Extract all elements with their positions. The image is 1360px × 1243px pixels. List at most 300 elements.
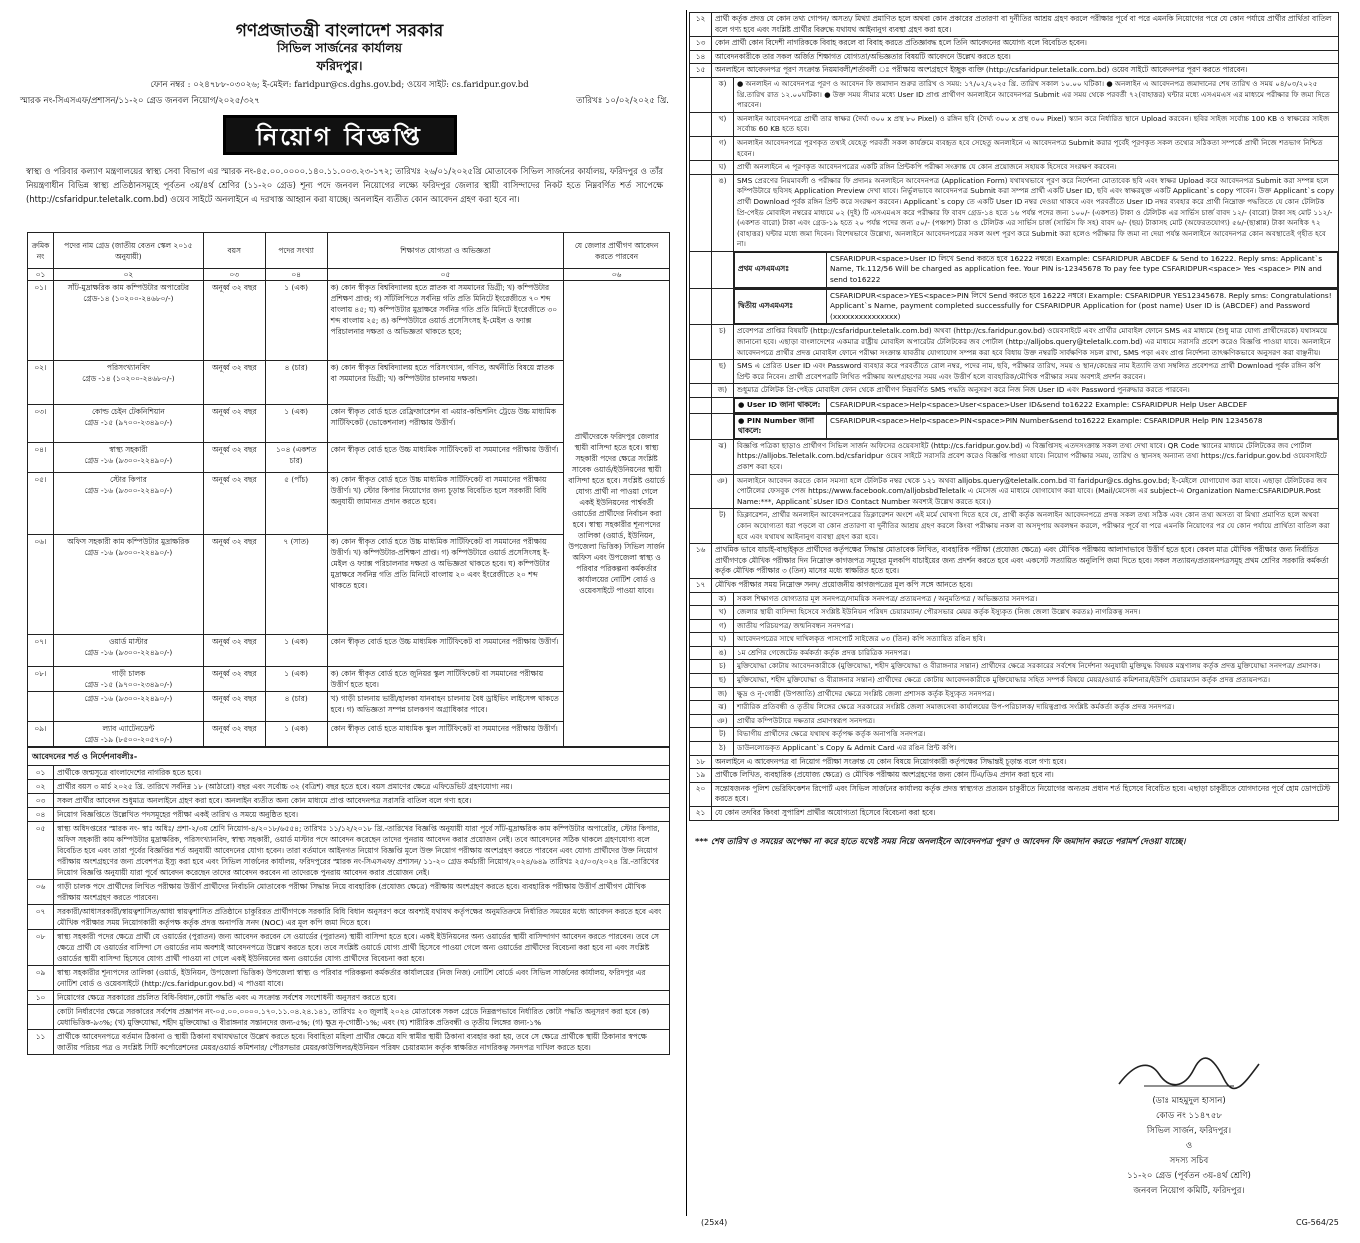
sub-indent [690, 701, 712, 715]
job-count: ১ (এক) [265, 405, 327, 443]
sub-indent [690, 251, 712, 288]
memo-date: তারিখঃ ১০/০২/২০২৫ খ্রি. [576, 96, 669, 106]
item-row [690, 64, 1339, 78]
sub-indent [690, 592, 712, 606]
column-number: ০১ [28, 269, 54, 281]
sub-item-text: সকল শিক্ষাগত যোগ্যতার মূল সনদপত্র/সাময়িক সনদপত্র/ প্রত্যয়নপত্র / অনুমতিপত্র / অভিজ্ঞতার সনদপত্র। [734, 592, 1339, 606]
job-post [53, 722, 203, 747]
sub-indent [690, 77, 712, 112]
sub-item-row [690, 619, 1339, 633]
column-number: ০৫ [327, 269, 564, 281]
sub-indent [690, 136, 712, 160]
sub-item-letter: ট) [712, 509, 734, 544]
job-grade: গ্রেড -১৬ (৯৩০০-২২৪৯০/-) [84, 548, 173, 557]
job-count: ৫ (পাঁচ) [265, 473, 327, 535]
sub-item-row [690, 136, 1339, 160]
job-post-name: অফিস সহকারী কাম কম্পিউটার মুদ্রাক্ষরিক [67, 537, 190, 546]
condition-text: স্বাস্থ্য অধিদপ্তরের স্মারক নং- স্বাঃ অধিঃ/ প্রশা-২/৩য় শ্রেণি নিয়োগ-৪/২০১৮/৬৫৫৪; তারিখঃ ১১/১২/২০১৮ খ্রি.-তারিখের বিজ্ঞপ্তি অনুযায়ী যারা পূর্বে সাঁট-মুদ্রাক্ষরিক কাম কম্পিউটার অপারেটর, স্টোর কিপার, অফিস সহকারী কাম কম্পিউটার মুদ্রাক্ষরিক, পরিসংখ্যানবিদ, স্বাস্থ্য সহকারী, ওয়ার্ড মাস্টার পদে আবেদন করেছেন তাদের পুনরায় আবেদন করার প্রয়োজন নেই। তবে আবেদনের সঠিক থাকলে গ্রহণযোগ্য বলে বিবেচিত হবে এবং তারা পূর্বের বিজ্ঞপ্তির শর্ত অনুযায়ী আবেদনের যোগ্য হবেন। তারা বর্তমানে আইনগত নিয়োগ বিজ্ঞপ্তি মূলে উক্ত নিয়োগ পরীক্ষায় অংশগ্রহণ করতে পারবেন এবং যোগ্য প্রার্থীদের উক্ত নিয়োগ পরীক্ষায় অংশগ্রহণের জন্য প্রবেশপত্র ইস্যু করা হবে এবং সিভিল সার্জনের কার্যালয়, ফরিদপুরের স্মারক নং-সিএসএফ/ প্রশাসন/ ১১-২০ গ্রেড কর্মচারী নিয়োগ/২০২৪/৬৪৯ তারিখঃ ২৫/০৩/২০২৪ খ্রি.-তারিখের নিয়োগ বিজ্ঞপ্তি অনুযায়ী যারা পূর্বে আবেদন করেছেন তাদের আবেদন করবেন না তাদেরকে পুনরায় আবেদন করার প্রয়োজন নেই। [54, 822, 670, 880]
sub-indent [690, 714, 712, 728]
sub-item-letter: ছ) [712, 674, 734, 688]
sub-item-row [690, 384, 1339, 398]
condition-text: কোটা নির্ধারণের ক্ষেত্রে সরকারের সর্বশেষ প্রজ্ঞাপন নং-০৫.০০.০০০০.১৭০.১১.০৪.২৪.১৪১, তারিখঃ ২৩ জুলাই ২০২৪ মোতাবেক সকল গ্রেডে নিম্নরূপভাবে নির্ধারিত কোটা পদ্ধতি অনুসরণ করা হবে (ক) মেধাভিত্তিক-৯৩%; (খ) মুক্তিযোদ্ধা, শহীদ মুক্তিযোদ্ধা ও বীরাঙ্গনার সন্তানদের জন্য-৫%; (গ) ক্ষুদ্র নৃ-গোষ্ঠী-১%; এবং (ঘ) শারীরিক প্রতিবন্ধী ও তৃতীয় লিঙ্গের জন্য-১% [54, 1005, 670, 1030]
sms-text: CSFARIDPUR<space>YES<space>PIN লিখে Send করতে হবে 16222 নম্বরে। Example: CSFARIDPUR YES12345678. Reply sms: Congratulations! Applicant`s Name, payment completed successfully for CSFARIDPUR Application for (post name) User ID is (ABCDEF) and Password (xxxxxxxxxxxxxxx) [827, 289, 1338, 324]
sms-text: CSFARIDPUR<space>User ID লিখে Send করতে হবে 16222 নম্বরে। Example: CSFARIDPUR ABCDEF & Send to 16222. Reply sms: Applicant`s Name, Tk.112/56 Will be charged as application fee. Your PIN is-12345678 To pay fee type CSFARIDPUR<space> Yes <space> PIN and send to16222 [827, 252, 1338, 287]
item-row [690, 578, 1339, 592]
job-grade: গ্রেড -১৫ (৯৭০০-২৩৪৯০/-) [84, 418, 173, 427]
condition-number: ০২ [28, 780, 54, 794]
item-number: ১৩ [690, 37, 712, 51]
condition-row [28, 780, 670, 794]
condition-text: স্বাস্থ্য সহকারীর শূন্যপদের তালিকা (ওয়ার্ড, ইউনিয়ন, উপজেলা ভিত্তিক) উপজেলা স্বাস্থ্য ও পরিবার পরিকল্পনা কর্মকর্তার কার্যালয়ের (নিজ নিজ) নোটিশ বোর্ডে এবং সিভিল সার্জনের কার্যালয়, ফরিদপুর এর নোটিশ বোর্ড ও ওয়েবসাইটে (http://cs.faridpur.gov.bd) এ পাওয়া যাবে। [54, 966, 670, 991]
job-grade: গ্রেড -১৯ (৮৫০০-২০৫৭০/-) [84, 735, 173, 744]
job-count: ১ (এক) [265, 722, 327, 747]
job-post [53, 281, 203, 361]
sub-item-letter: গ) [712, 619, 734, 633]
memo-number: স্মারক নং-সিএসএফ/প্রশাসন/১১-২০ গ্রেড জনবল নিয়োগ/২০২৫/৩২৭ [20, 96, 260, 106]
job-count: ৪ (চার) [265, 692, 327, 722]
item-row [690, 782, 1339, 806]
job-grade: গ্রেড -১৬ (৯৩০০-২২৪৯০/-) [84, 456, 173, 465]
job-count: ১ (এক) [265, 281, 327, 361]
item-text: প্রাথমিক ভাবে যাচাই-বাছাইকৃত প্রার্থীদের কর্তৃপক্ষের সিদ্ধান্ত মোতাবেক লিখিত, ব্যবহারিক পরীক্ষা (প্রযোজ্য ক্ষেত্রে) এবং মৌখিক পরীক্ষায় আলাদাভাবে উত্তীর্ণ হতে হবে। কেবল মাত্র মৌখিক পরীক্ষার জন্য নির্বাচিত প্রার্থীগণকে মৌখিক পরীক্ষার দিন নিম্নোক্ত কাগজপত্র সমূহের মূলকপি যাচাইয়ের জন্য প্রদর্শন করতে হবে এবং একসেট সত্যায়িত অনুলিপি জমা দিতে হবে। সকল সত্যায়ন/প্রত্যয়নপত্রসমূহ প্রথম শ্রেণির সরকারি কর্মকর্তা কর্তৃক মৌখিক পরীক্ষার ৩ (তিন) মাসের মধ্যে স্বাক্ষরিত হতে হবে। [712, 544, 1339, 579]
jobs-header-cell: ক্রমিক নং [28, 233, 54, 269]
condition-row [28, 808, 670, 822]
column-number: ০৪ [265, 269, 327, 281]
jobs-header-row [28, 233, 670, 269]
sub-indent [690, 360, 712, 384]
job-qualification: কোন স্বীকৃত বোর্ড হতে উচ্চ মাধ্যমিক সার্টিফিকেট বা সমমানের পরীক্ষায় উত্তীর্ণ। [327, 443, 564, 473]
column-number: ০৩ [203, 269, 265, 281]
sub-item-text: ক্ষুদ্র ও নৃ-গোষ্ঠী (উপজাতি) প্রার্থীদের ক্ষেত্রে সংশ্লিষ্ট জেলা প্রশাসক কর্তৃক ইস্যুকৃত সনদপত্র। [734, 687, 1339, 701]
condition-number: ০৪ [28, 808, 54, 822]
job-post [53, 473, 203, 535]
item-row [690, 37, 1339, 51]
job-post [53, 667, 203, 692]
handwritten-signature-icon [1114, 1054, 1264, 1094]
sub-indent [690, 606, 712, 620]
sub-item-text: শারীরিক প্রতিবন্ধী ও তৃতীয় লিঙ্গের ক্ষেত্রে সরকারের সংশ্লিষ্ট জেলা সমাজসেবা কার্যালয়ের উপ-পরিচালক/ দায়িত্বপ্রাপ্ত সংশ্লিষ্ট কর্মকর্তা কর্তৃক প্রদত্ত সনদপত্র। [734, 701, 1339, 715]
item-number: ১৭ [690, 578, 712, 592]
job-post [53, 535, 203, 635]
item-number: ১৫ [690, 64, 712, 78]
sub-indent [690, 413, 712, 439]
sub-item-letter: ঙ) [712, 646, 734, 660]
contact-line: ফোন নম্বর : ০২৪৭৮৮-০৩০২৬; ই-মেইল: faridpur@cs.dghs.gov.bd; ওয়েব সাইট: cs.faridpur.gov.bd [150, 80, 529, 90]
sub-indent [690, 161, 712, 175]
sub-item-row [690, 509, 1339, 544]
signatory-designation: সিভিল সার্জন, ফরিদপুর। [1146, 1126, 1232, 1136]
job-post-name: সাঁট-মুদ্রাক্ষরিক কাম কম্পিউটার অপারেটর [67, 283, 189, 292]
sub-item-letter: ঠ) [712, 742, 734, 756]
item-row [690, 50, 1339, 64]
sub-indent [690, 509, 712, 544]
sub-indent [712, 413, 734, 439]
sub-item-text: জাতীয় পরিচয়পত্র/ জন্মনিবন্ধন সনদপত্র। [734, 619, 1339, 633]
sub-item-text: প্রার্থীর কম্পিউটারে দক্ষতার প্রমাণস্বরূপ সনদপত্র। [734, 714, 1339, 728]
job-age: অনূর্ধ্ব ৩২ বছর [203, 692, 265, 722]
sub-item-row [690, 439, 1339, 474]
job-age: অনূর্ধ্ব ৩২ বছর [203, 361, 265, 405]
job-post-name: গাড়ী চালক [111, 669, 146, 678]
sub-item-text: SMS এ প্রেরিত User ID এবং Password ব্যবহার করে পরবর্তীতে রোল নম্বর, পদের নাম, ছবি, পরীক্ষার তারিখ, সময় ও স্থান/কেন্দ্রের নাম ইত্যাদি তথ্য সম্বলিত প্রবেশপত্র প্রার্থী Download পূর্বক রঙ্গিন কপি প্রিন্ট করে নিবেন। প্রার্থী প্রবেশপত্রটি লিখিত পরীক্ষায় অংশগ্রহণের সময় এবং উত্তীর্ণ হলে ব্যবহারিক/মৌখিক পরীক্ষার সময় অবশ্যই প্রদর্শন করবেন। [734, 360, 1339, 384]
sub-item-text: আবেদনপত্রের সাথে দাখিলকৃত পাসপোর্ট সাইজের ০৩ (তিন) কপি সত্যায়িত রঙিন ছবি। [734, 633, 1339, 647]
condition-number: ০১ [28, 766, 54, 780]
sub-indent [690, 619, 712, 633]
sub-item-row [690, 474, 1339, 509]
jobs-header-cell: যে জেলার প্রার্থীগণ আবেদন করতে পারবেন [564, 233, 670, 269]
condition-text: নিয়োগের ক্ষেত্রে সরকারের প্রচলিত বিধি-বিধান,কোটা পদ্ধতি এবং এ সংক্রান্ত সর্বশেষ সংশোধনী অনুসরণ করতে হবে। [54, 991, 670, 1005]
condition-text: সরকারী/আধাসরকারী/স্বায়ত্বশাসিত/আধা স্বায়ত্বশাসিত প্রতিষ্ঠানে চাকুরিরত প্রার্থীগণকে সরকারি বিধি বিধান অনুসরণ করে অবশ্যই যথাযথ কর্তৃপক্ষের অনুমতিক্রমে নির্ধারিত সময়ের মধ্যে আবেদন করতে হবে এবং মৌখিক পরীক্ষার সময় নিয়োগকারী কর্তৃপক্ষ কর্তৃক প্রদত্ত অনাপত্তি সনদ (NOC) এর মূল কপি জমা দিতে হবে। [54, 905, 670, 930]
sub-indent [690, 398, 712, 414]
sub-indent [712, 288, 734, 325]
sub-item-letter: ক) [712, 592, 734, 606]
item-text: অনলাইনে আবেদনপত্র পূরণ সংক্রান্ত নিয়মাবলী/শর্তাবলী ঃ পরীক্ষায় অংশগ্রহণে ইচ্ছুক ব্যক্তি (http://csfaridpur.teletalk.com.bd) ওয়েব সাইটে আবেদনপত্র পূরণ করতে পারবেন। [712, 64, 1339, 78]
condition-number: ০৫ [28, 822, 54, 880]
sms-box [734, 414, 1338, 439]
sub-indent [690, 633, 712, 647]
sub-item-row [690, 742, 1339, 756]
job-post [53, 405, 203, 443]
condition-text: সকল প্রার্থীর আবেদন শুধুমাত্র অনলাইনে গ্রহণ করা হবে। অনলাইন ব্যতীত অন্য কোন মাধ্যমে প্রাপ্ত আবেদনপত্র সরাসরি বাতিল বলে গণ্য হবে। [54, 794, 670, 808]
sub-item-letter: ঙ) [712, 174, 734, 251]
sub-item-text: অনলাইনে আবেদন করতে কোন সমস্যা হলে টেলিটক নম্বর থেকে ১২১ অথবা alljobs.query@teletalk.com.bd বা faridpur@cs.dghs.gov.bd; ই-মেইলে যোগাযোগ করা যাবে। এছাড়া টেলিটকের জব পোর্টালের ফেসবুক পেজ https://www.facebook.com/alljobsbdTeletalk এ মেসেজ এর মাধ্যমে যোগাযোগ করা যাবে। (Mail/মেসেজ এর subject-এ Organization Name:CSFARIDPUR.Post Name:***, Applicant`sUser IDও Contact Number অবশ্যই উল্লেখ করতে হবে।) [734, 474, 1339, 509]
district-name: ফরিদপুর। [316, 58, 363, 73]
conditions-table [27, 747, 670, 1055]
signatory-code: কোড নং ১১৪৭৫৮ [1155, 1111, 1223, 1121]
job-grade: গ্রেড-১৪ (১০২০০-২৪৬৮০/-) [83, 294, 174, 303]
job-qualification: ক) কোন স্বীকৃত বোর্ড হতে জুনিয়র স্কুল সার্টিফিকেট বা সমমানের পরীক্ষায় উত্তীর্ণ হতে হবে। [327, 667, 564, 692]
condition-number: ০৭ [28, 905, 54, 930]
job-qualification: কোন স্বীকৃত বোর্ড হতে উচ্চ মাধ্যমিক সার্টিফিকেট বা সমমানের পরীক্ষায় উত্তীর্ণ। [327, 635, 564, 667]
job-post [53, 635, 203, 667]
job-qualification: খ) গাড়ী চালনায় ভারী/হালকা যানবাহন চালনায় বৈধ ড্রাইভিং লাইসেন্স থাকতে হবে। গ) অভিজ্ঞতা সম্পন্ন চালকগণ অগ্রাধিকার পাবে। [327, 692, 564, 722]
sub-item-text: প্রবেশপত্র প্রাপ্তির বিষয়টি (http://csfaridpur.teletalk.com.bd) অথবা (http://cs.faridpur.gov.bd) ওয়েবসাইটে এবং প্রার্থীর মোবাইল ফোনে SMS এর মাধ্যমে (শুধু মাত্র যোগ্য প্রার্থীদেরকে) যথাসময়ে জানানো হবে। এছাড়া বাংলাদেশের একমাত্র রাষ্ট্রীয় মোবাইল অপারেটর টেলিটকের জব পোর্টাল (http://alljobs.query@teletalk.com.bd) এর মাধ্যমে সরাসরি প্রবেশ করেও বিজ্ঞপ্তি পাওয়া যাবে। অনলাইনে আবেদনপত্রে প্রার্থীর প্রদত্ত মোবাইল ফোনে পরীক্ষা সংক্রান্ত যাবতীয় যোগাযোগ সম্পন্ন করা হবে বিধায় উক্ত নম্বরটি সার্বক্ষণিক সচল রাখা, SMS পড়া এবং প্রাপ্ত নির্দেশনা তাৎক্ষণিকভাবে অনুসরণ করা বাঞ্ছনীয়। [734, 325, 1339, 360]
signatory-committee: ১১-২০ গ্রেড (পূর্বতন ৩য়-৪র্থ শ্রেণি) [1127, 1171, 1251, 1181]
job-serial: ০৮। [28, 667, 54, 692]
sms-box [734, 398, 1338, 413]
sub-item-letter: ঘ) [712, 633, 734, 647]
sub-item-text: মুক্তিযোদ্ধা কোটায় আবেদনকারীকে (মুক্তিযোদ্ধা, শহীদ মুক্তিযোদ্ধা ও বীরাঙ্গনার সন্তান) প্রার্থীদের ক্ষেত্রে সরকারের সর্বশেষ নির্দেশনা অনুযায়ী মুক্তিযুদ্ধ বিষয়ক মন্ত্রণালয় কর্তৃক প্রদত্ত মুক্তিযোদ্ধা সনদপত্র/ প্রমাণক। [734, 660, 1339, 674]
job-grade: গ্রেড -১৬ (৯৩০০-২২৪৯০/-) [84, 694, 173, 703]
cg-code: CG-564/25 [1296, 1218, 1339, 1227]
condition-text: গাড়ী চালক পদে প্রার্থীদের লিখিত পরীক্ষায় উত্তীর্ণ প্রার্থীদের নির্বাচনি মোতাবেক পরীক্ষা সিদ্ধান্ত নিয়ে ব্যবহারিক (প্রযোজ্য ক্ষেত্রে) পরীক্ষায় অংশগ্রহণ করতে হবে। ব্যবহারিক পরীক্ষায় উত্তীর্ণ প্রার্থীগণ মৌখিক পরীক্ষায় অংশগ্রহণ করতে পারবেন। [54, 880, 670, 905]
sms-row [690, 251, 1339, 288]
item-row [690, 544, 1339, 579]
sub-item-row [690, 174, 1339, 251]
sub-item-text: ডিক্লারেশন, প্রার্থীর অনলাইন আবেদনপত্রের ডিক্লারেশন অংশে এই মর্মে ঘোষণা দিতে হবে যে, প্রার্থী কর্তৃক অনলাইন আবেদনপত্রে প্রদত্ত সকল তথ্য সঠিক এবং কোন তথ্য অসত্য বা মিথ্যা প্রমাণিত হলে অথবা কোন অযোগ্যতা ধরা পড়লে বা কোন প্রতারণা বা দুর্নীতির আশ্রয় গ্রহণ করলে কিংবা পরীক্ষায় নকল বা অসদুপায় অবলম্বন করলে, পরীক্ষার পূর্বে বা পরে এমনকি নিয়োগের পর যে কোন পর্যায়ে প্রার্থিতা বাতিল করা হবে এবং যথাযথ আইনানুগ ব্যবস্থা গ্রহণ করা হবে। [734, 509, 1339, 544]
item-number: ১৮ [690, 755, 712, 769]
item-text: কোন প্রার্থী কোন বিদেশী নাগরিককে বিবাহ করলে বা বিবাহ করতে প্রতিজ্ঞাবদ্ধ হলে তিনি আবেদনের অযোগ্য বলে বিবেচিত হবেন। [712, 37, 1339, 51]
conditions-heading: আবেদনের শর্ত ও নির্দেশনাবলীঃ- [28, 748, 670, 766]
job-age: অনূর্ধ্ব ৩২ বছর [203, 535, 265, 635]
sub-item-letter: ঞ) [712, 474, 734, 509]
condition-text: স্বাস্থ্য সহকারী পদের ক্ষেত্রে প্রার্থী যে ওয়ার্ডের (পুরাতন) জন্য আবেদন করবেন সে ওয়ার্ডের (পুরাতন) স্থায়ী বাসিন্দা হতে হবে। একই ইউনিয়নের অন্য ওয়ার্ডের স্থায়ী বাসিন্দাগণ আবেদন করতে পারবেন। তবে সে ক্ষেত্রে প্রার্থী যে ওয়ার্ডের বাসিন্দা সে ওয়ার্ডের নাম অবশ্যই আবেদনপত্রে উল্লেখ করতে হবে। তবে সংশ্লিষ্ট ওয়ার্ডে যোগ্য প্রার্থী হিসেবে পাওয়া গেলে অন্য ওয়ার্ডের প্রার্থীদের বিবেচনা করা হবে না এবং সংশ্লিষ্ট ওয়ার্ডের স্থায়ী বাসিন্দা হিসেবে যোগ্য প্রার্থী পাওয়া না গেলে একই ইউনিয়নের অন্য ওয়ার্ডের যোগ্য প্রার্থীদের বিবেচনা করা হবে। [54, 930, 670, 966]
job-qualification: কোন স্বীকৃত বোর্ড হতে মাধ্যমিক স্কুল সার্টিফিকেট বা সমমানের পরীক্ষায় উত্তীর্ণ। [327, 722, 564, 747]
sms-label: ● PIN Number জানা থাকলে: [735, 414, 827, 438]
condition-number: ০৬ [28, 880, 54, 905]
job-post [53, 692, 203, 722]
sms-cell [734, 288, 1339, 325]
sub-indent [712, 251, 734, 288]
job-grade: গ্রেড -১৬ (৯৩০০-২২৪৯০/-) [84, 648, 173, 657]
job-count: ১০৪ (একশত চার) [265, 443, 327, 473]
sub-item-row [690, 360, 1339, 384]
job-qualification: কোন স্বীকৃত বোর্ড হতে রেফ্রিজারেশন বা এয়ার-কন্ডিশনিং ট্রেডে উচ্চ মাধ্যমিক সার্টিফিকেট (ভোকেশনাল) পরীক্ষায় উত্তীর্ণ। [327, 405, 564, 443]
sub-item-letter: ট) [712, 728, 734, 742]
job-qualification: ক) কোন স্বীকৃত বোর্ড হতে উচ্চ মাধ্যমিক সার্টিফিকেট বা সমমানের পরীক্ষায় উত্তীর্ণ। খ) কম্পিউটার-প্রশিক্ষণ প্রাপ্ত। গ) কম্পিউটারে ওয়ার্ড প্রসেসিংসহ ই-মেইল ও ফ্যাক্স পরিচালনার দক্ষতা ও অভিজ্ঞতা থাকতে হবে। ঘ) কম্পিউটার মুদ্রাক্ষরে সর্বনিম্ন গতি প্রতি মিনিটে বাংলায় ২০ এবং ইংরেজীতে ২০ শব্দ থাকতে হবে। [327, 535, 564, 635]
left-column [6, 4, 673, 1216]
sub-indent [690, 742, 712, 756]
job-serial: ০৪। [28, 443, 54, 473]
notice-title: নিয়োগ বিজ্ঞপ্তি [224, 116, 456, 154]
sub-item-row [690, 112, 1339, 136]
condition-text: প্রার্থীর বয়স ৩ মার্চ ২০২৫ খ্রি. তারিখে সর্বনিম্ন ১৮ (আঠারো) বছর এবং সর্বোচ্চ ৩২ (বত্রিশ) বছর হতে হবে। বয়স প্রমাণের ক্ষেত্রে এফিডেভিট গ্রহণযোগ্য নয়। [54, 780, 670, 794]
job-count: ৪ (চার) [265, 361, 327, 405]
sub-item-text: ডাউনলোডকৃত Applicant`s Copy & Admit Card এর রঙিন প্রিন্ট কপি। [734, 742, 1339, 756]
jobs-header-cell: বয়স [203, 233, 265, 269]
sms-cell [734, 398, 1339, 414]
condition-number: ০৮ [28, 930, 54, 966]
job-qualification: ক) কোন স্বীকৃত বিশ্ববিদ্যালয় হতে পরিসংখ্যান, গণিত, অর্থনীতি বিষয়ে স্নাতক বা সমমানের ডিগ্রী; খ) কম্পিউটার চালনায় দক্ষতা। [327, 361, 564, 405]
jobs-header-cell: শিক্ষাগত যোগ্যতা ও অভিজ্ঞতা [327, 233, 564, 269]
sub-item-letter: খ) [712, 606, 734, 620]
job-post [53, 443, 203, 473]
sub-indent [690, 112, 712, 136]
item-text: আবেদনকারীকে তার সকল অর্জিত শিক্ষাগত যোগ্যতা/অভিজ্ঞতার বিষয়টি আবেদনে উল্লেখ করতে হবে। [712, 50, 1339, 64]
item-text: যে কোন তদবির কিংবা সুপারিশ প্রার্থীর অযোগ্যতা হিসেবে বিবেচনা করা হবে। [712, 807, 1339, 821]
job-post-name: ল্যাব এ্যাটেনডেন্ট [102, 724, 155, 733]
job-serial: ০৩। [28, 405, 54, 443]
condition-number: ০৯ [28, 966, 54, 991]
sub-item-letter: ছ) [712, 360, 734, 384]
column-number: ০২ [53, 269, 203, 281]
sub-item-text: জেলার স্থায়ী বাসিন্দা হিসেবে সংশ্লিষ্ট ইউনিয়ন পরিষদ চেয়ারম্যান/ পৌরসভার মেয়র কর্তৃক ইস্যুকৃত (নিজ জেলা উল্লেখ করতঃ) নাগরিকত্ব সনদ। [734, 606, 1339, 620]
govt-title: গণপ্রজাতন্ত্রী বাংলাদেশ সরকার [235, 21, 444, 41]
job-age: অনূর্ধ্ব ৩২ বছর [203, 667, 265, 692]
sub-item-row [690, 701, 1339, 715]
job-post-name: কোল্ড চেইন টেকনিশিয়ান [92, 407, 165, 416]
district-eligibility: প্রার্থীদেরকে ফরিদপুর জেলার স্থায়ী বাসিন্দা হতে হবে। স্বাস্থ্য সহকারী পদের ক্ষেত্রে সংশ্লিষ্ট সাবেক ওয়ার্ড/ইউনিয়নের স্থায়ী বাসিন্দা হতে হবে। সংশ্লিষ্ট ওয়ার্ডে যোগ্য প্রার্থী না পাওয়া গেলে একই ইউনিয়নের পার্শ্ববর্তী ওয়ার্ডের প্রার্থীদের নির্বাচন করা হবে। স্বাস্থ্য সহকারীর শূন্যপদের তালিকা (ওয়ার্ড, ইউনিয়ন, উপজেলা ভিত্তিক) সিভিল সার্জন অফিস এবং উপজেলা স্বাস্থ্য ও পরিবার পরিকল্পনা কর্মকর্তার কার্যালয়ের নোটিশ বোর্ড ও ওয়েবসাইটে পাওয়া যাবে। [564, 281, 670, 747]
item-number: ১২ [690, 13, 712, 37]
condition-number: ১১ [28, 1030, 54, 1055]
sub-indent [690, 728, 712, 742]
sub-item-letter: ঝ) [712, 439, 734, 474]
office-header [6, 18, 673, 94]
condition-row [28, 905, 670, 930]
item-text: প্রার্থীকে লিখিত, ব্যবহারিক (প্রযোজ্য ক্ষেত্রে) ও মৌখিক পরীক্ষায় অংশগ্রহণের জন্য কোন টিএ/ডিএ প্রদান করা হবে না। [712, 769, 1339, 783]
sms-cell [734, 251, 1339, 288]
job-age: অনূর্ধ্ব ৩২ বছর [203, 443, 265, 473]
condition-row [28, 1005, 670, 1030]
sub-item-text: SMS প্রেরণের নিয়মাবলী ও পরীক্ষার ফি প্রদানঃ অনলাইনে আবেদনপত্র (Application Form) যথাযথভাবে পূরণ করে নির্দেশনা মোতাবেক ছবি এবং স্বাক্ষর Upload করে আবেদনপত্র Submit করা সম্পন্ন হলে কম্পিউটারে ছবিসহ Application Preview দেখা যাবে। নির্ভুলভাবে আবেদনপত্র Submit করা সম্পন্ন প্রার্থী একটি User ID, ছবি এবং স্বাক্ষরযুক্ত একটি Applicant`s copy পাবেন। উক্ত Applicant`s copy প্রার্থী Download পূর্বক রঙ্গিন প্রিন্ট করে সংরক্ষণ করবেন। Applicant`s copy তে একটি User ID নম্বর দেওয়া থাকবে এবং পরবর্তীতে User ID নম্বর ব্যবহার করে প্রার্থী নিম্নোক্ত পদ্ধতিতে যে কোন টেলিটক প্রি-পেইড মোবাইল নম্বরের মাধ্যমে ০২ (দুই) টি এসএমএস করে পরীক্ষার ফি বাবদ গ্রেড-১৪ হতে ১৬ পর্যন্ত পদের জন্য ১০০/- (একশত) টাকা ও টেলিটক এর সার্ভিস চার্জ বাবদ ১২/- (বারো) টাকা সহ মোট ১১২/- (একশত বারো) টাকা এবং গ্রেড-১৯ হতে ২০ পর্যন্ত পদের জন্য ৫০/- (পঞ্চাশ) টাকা ও টেলিটক এর সার্ভিস চার্জ (সার্ভিস ফি সহ) বাবদ ৬/- (ছয়) টাকাসহ মোট (অফেরতযোগ্য) ৫৬/-(ছাপ্পান্ন) টাকা অনধিক ৭২ (বাহাত্তর) ঘন্টার মধ্যে জমা দিবেন। বিশেষভাবে উল্লেখ্য, অনলাইনে আবেদনপত্রের সকল অংশ পূরণ করে Submit করা হলেও পরীক্ষার ফি জমা না দেয়া পর্যন্ত অনলাইনে আবেদনপত্র কোন অবস্থাতেই গৃহীত হবে না। [734, 174, 1339, 251]
job-grade: গ্রেড -১৬ (৯৩০০-২২৪৯০/-) [84, 486, 173, 495]
condition-number: ১০ [28, 991, 54, 1005]
sub-item-letter: ঞ) [712, 714, 734, 728]
sub-item-row [690, 660, 1339, 674]
sub-indent [690, 384, 712, 398]
sub-indent [690, 174, 712, 251]
item-row [690, 755, 1339, 769]
condition-row [28, 1030, 670, 1055]
signature-mark [1094, 1054, 1284, 1094]
sub-item-letter: ক) [712, 77, 734, 112]
job-post-name: পরিসংখ্যানবিদ [106, 363, 150, 372]
sub-item-letter: চ) [712, 660, 734, 674]
right-column [689, 12, 1339, 1216]
item-text: প্রার্থী কর্তৃক প্রদত্ত যে কোন তথ্য গোপন/ অসত্য/ মিথ্যা প্রমাণিত হলে অথবা কোন প্রকারের প্রতারণা বা দুর্নীতির আশ্রয় গ্রহণ করলে পরীক্ষার পূর্বে বা পরে এমনকি নিয়োগের পরে যে কোন পর্যায়ে প্রার্থীর প্রার্থিতা বাতিল বলে গণ্য হবে এবং সংশ্লিষ্ট প্রার্থীর বিরুদ্ধে যথাযথ আইনানুগ ব্যবস্থা গ্রহণ করা হবে। [712, 13, 1339, 37]
sub-item-letter: জ) [712, 687, 734, 701]
job-serial: ০৭। [28, 635, 54, 667]
sub-item-text: বিজ্ঞপ্তি পত্রিকা ছাড়াও প্রার্থীগণ সিভিল সার্জন অফিসের ওয়েবসাইট (http://cs.faridpur.gov.bd) এ বিজ্ঞপ্তিসহ এতদসংক্রান্ত সকল তথ্য দেখা যাবে। QR Code স্ক্যানের মাধ্যমে টেলিটকের জব পোর্টাল https://alljobs.Teletalk.com.bd/csfaridpur ওয়েব সাইটে সরাসরি প্রবেশ করেও বিজ্ঞপ্তি পাওয়া যাবে। নিয়োগ পরীক্ষার সময়, তারিখ ও স্থানসহ অন্যান্য তথ্য https://cs.faridpur.gov.bd ওয়েবসাইটে প্রকাশ করা হবে। [734, 439, 1339, 474]
job-serial [28, 692, 54, 722]
job-post [53, 361, 203, 405]
jobs-header-cell: পদের সংখ্যা [265, 233, 327, 269]
item-number: ২১ [690, 807, 712, 821]
condition-text: প্রার্থীকে জন্মসূত্রে বাংলাদেশের নাগরিক হতে হবে। [54, 766, 670, 780]
item-row [690, 807, 1339, 821]
job-post-name: ওয়ার্ড মাস্টার [108, 637, 148, 646]
jobs-table [27, 232, 670, 747]
sms-row [690, 288, 1339, 325]
sub-item-text: শুধুমাত্র টেলিটক প্রি-পেইড মোবাইল ফোন থেকে প্রার্থীগণ নিম্নবর্ণিত SMS পদ্ধতি অনুসরণ করে নিজ নিজ User ID এবং Password পুনরুদ্ধার করতে পারবেন। [734, 384, 1339, 398]
item-row [690, 769, 1339, 783]
sub-item-row [690, 714, 1339, 728]
sub-item-row [690, 633, 1339, 647]
sms-row [690, 413, 1339, 439]
sub-item-text: অনলাইন আবেদনপত্রে প্রার্থী তার স্বাক্ষর (দৈর্ঘ্য ৩০০ x প্রস্থ ৮০ Pixel) ও রঙ্গিন ছবি (দৈর্ঘ্য ৩০০ x প্রস্থ ৩০০ Pixel) স্ক্যান করে নির্ধারিত স্থানে Upload করবেন। ছবির সাইজ সর্বোচ্চ 100 KB ও স্বাক্ষরের সাইজ সর্বোচ্চ 60 KB হতে হবে। [734, 112, 1339, 136]
sub-item-row [690, 325, 1339, 360]
sms-text: CSFARIDPUR<space>Help<space>User<space>User ID&send to16222 Example: CSFARIDPUR Help User ABCDEF [827, 399, 1338, 413]
job-serial: ০৫। [28, 473, 54, 535]
condition-number [28, 1005, 54, 1030]
item-number: ২০ [690, 782, 712, 806]
sub-item-letter: ঝ) [712, 701, 734, 715]
sms-row [690, 398, 1339, 414]
condition-text: প্রার্থীকে আবেদনপত্রে বর্তমান ঠিকানা ও স্থায়ী ঠিকানা যথাযথভাবে উল্লেখ করতে হবে। বিবাহিতা মহিলা প্রার্থীর ক্ষেত্রে যদি স্বামীর স্থায়ী ঠিকানা ব্যবহার করা হয়, তবে সে ক্ষেত্রে প্রার্থীকে স্থায়ী ঠিকানার স্বপক্ষে জাতীয় পরিচয় পত্র ও সংশ্লিষ্ট সিটি কর্পোরেশনের মেয়র/ওয়ার্ড কমিশনার/ পৌরসভার মেয়র/কাউন্সিলর/ইউনিয়ন পরিষদ চেয়ারম্যান কর্তৃক স্বাক্ষরিত নাগরিকত্ব সনদপত্র দাখিল করতে হবে। [54, 1030, 670, 1055]
condition-text: নিয়োগ বিজ্ঞপ্তিতে উল্লেখিত পদসমূহের পরীক্ষা একই তারিখ ও সময়ে অনুষ্ঠিত হবে। [54, 808, 670, 822]
intro-paragraph: স্বাস্থ্য ও পরিবার কল্যাণ মন্ত্রণালয়ের স্বাস্থ্য সেবা বিভাগ এর স্মারক নং-৪৫.০০.০০০০.১৪০.১১.০০৩.২৩-১৭২; তারিখঃ ২৬/০১/২০২৫খ্রি মোতাবেক সিভিল সার্জনের কার্যালয়, ফরিদপুর ও তাঁর নিয়ন্ত্রণাধীন বিভিন্ন স্বাস্থ্য প্রতিষ্ঠানসমূহে পূর্বতন ৩য়/৪র্থ শ্রেণির (১১-২০ গ্রেড) শূন্য পদে জনবল নিয়োগের লক্ষ্যে ফরিদপুর জেলার স্থায়ী বাসিন্দাদের নিকট হতে নিম্নবর্ণিত শর্ত সাপেক্ষে (http://csfaridpur.teletalk.com.bd) ওয়েব সাইটে অনলাইনে এ দরখাস্ত আহ্বান করা যাচ্ছে। অনলাইন ব্যতীত কোন আবেদন গ্রহণ করা হবে না। [26, 166, 663, 204]
job-qualification: ক) কোন স্বীকৃত বোর্ড হতে উচ্চ মাধ্যমিক সার্টিফিকেট বা সমমানের পরীক্ষায় উত্তীর্ণ। খ) স্টোর কিপার নিয়োগের জন্য চূড়ান্ত বিবেচিত হলে সরকারী বিধি অনুযায়ী জামানত প্রদান করতে হবে। [327, 473, 564, 535]
sub-item-letter: খ) [712, 112, 734, 136]
notice-page [6, 4, 1354, 1239]
memo-line [6, 94, 673, 116]
sub-item-row [690, 646, 1339, 660]
item-text: সন্তোষজনক পুলিশ ভেরিফিকেশন রিপোর্ট এবং সিভিল সার্জনের কার্যালয় কর্তৃক প্রদত্ত স্বাস্থ্যগত প্রত্যয়ন চাকুরীতে নিয়োগের অন্যতম প্রধান শর্ত হিসেবে বিবেচিত হবে। এছাড়া চাকুরীতে যোগদানের পূর্বে হোম ডোপটেস্ট করতে হবে। [712, 782, 1339, 806]
sub-item-letter: চ) [712, 325, 734, 360]
sub-indent [690, 687, 712, 701]
sms-text: CSFARIDPUR<space>Help<space>PIN<space>PIN Number&send to16222 Example: CSFARIDPUR Help PIN 12345678 [827, 414, 1338, 438]
sub-item-text: মুক্তিযোদ্ধা, শহীদ মুক্তিযোদ্ধা ও বীরাঙ্গনার সন্তান) প্রার্থীদের ক্ষেত্রে কোটায় আবেদনকারীকে মুক্তিযোদ্ধার সহিত সম্পর্ক বিষয়ে মেয়র/ওয়ার্ড কমিশনার/ইউপি চেয়ারম্যান কর্তৃক প্রদত্ত প্রত্যয়নপত্র। [734, 674, 1339, 688]
job-grade: গ্রেড -১৫ (৯৭০০-২৩৪৯০/-) [84, 680, 173, 689]
job-count: ১ (এক) [265, 635, 327, 667]
sub-item-text: অনলাইন আবেদনপত্রে পূরণকৃত তথ্যই যেহেতু পরবর্তী সকল কার্যক্রমে ব্যবহৃত হবে সেহেতু অনলাইনে এ আবেদনপত্র Submit করার পূর্বেই পূরণকৃত সকল তথ্যের সঠিকতা সম্পর্কে প্রার্থী নিজে শতভাগ নিশ্চিত হবেন। [734, 136, 1339, 160]
sub-item-letter: ঘ) [712, 161, 734, 175]
footer-advice: *** শেষ তারিখ ও সময়ের অপেক্ষা না করে হাতে যথেষ্ট সময় নিয়ে অনলাইনে আবেদনপত্র পূরণ ও আবেদন ফি জমাদান করতে পরামর্শ দেওয়া যাচ্ছে। [695, 835, 1186, 846]
sub-item-letter: গ) [712, 136, 734, 160]
sub-item-text: বিভাগীয় প্রার্থীদের ক্ষেত্রে যথাযথ কর্তৃপক্ষ কর্তৃক অনাপত্তি সনদপত্র। [734, 728, 1339, 742]
job-serial: ০৬। [28, 535, 54, 635]
jobs-number-row [28, 269, 670, 281]
condition-row [28, 766, 670, 780]
condition-row [28, 966, 670, 991]
sms-label: প্রথম এসএমএসঃ [735, 252, 827, 287]
jobs-header-cell: পদের নাম গ্রেড (জাতীয় বেতন স্কেল ২০১৫ অনুযায়ী) [53, 233, 203, 269]
sms-box [734, 289, 1338, 325]
sub-item-row [690, 161, 1339, 175]
sub-item-row [690, 592, 1339, 606]
job-age: অনূর্ধ্ব ৩২ বছর [203, 635, 265, 667]
item-number: ১৪ [690, 50, 712, 64]
condition-number: ০৩ [28, 794, 54, 808]
sub-item-text: প্রার্থী অনলাইনে এ পূরণকৃত আবেদনপত্রের একটি রঙ্গিন প্রিন্টকপি পরীক্ষা সংক্রান্ত যে কোন প্রয়োজনে সহায়ক হিসেবে সংরক্ষণ করবেন। [734, 161, 1339, 175]
signatory-and: ও [1185, 1141, 1193, 1151]
sub-item-text: ● অনলাইন এ আবেদনপত্র পূরণ ও আবেদন ফি জমাদান শুরুর তারিখ ও সময়: ১৭/০২/২০২৫ খ্রি. তারিখ সকাল ১০.০০ ঘটিকা। ● অনলাইন এ আবেদনপত্র জমাদানের শেষ তারিখ ও সময় ০৪/০৩/২০২৫ খ্রি.তারিখ রাত ১২.০০ঘটিকা। ● উক্ত সময় সীমার মধ্যে User ID প্রাপ্ত প্রার্থীগণ অনলাইনে আবেদনপত্র Submit এর সময় থেকে পরবর্তী ৭২(বাহাত্তর) ঘন্টার মধ্যে এসএমএস এর মাধ্যমে পরীক্ষার ফি জমা দিতে পারবেন। [734, 77, 1339, 112]
job-age: অনূর্ধ্ব ৩২ বছর [203, 405, 265, 443]
condition-row [28, 991, 670, 1005]
job-qualification: ক) কোন স্বীকৃত বিশ্ববিদ্যালয় হতে স্নাতক বা সমমানের ডিগ্রী; খ) কম্পিউটার প্রশিক্ষণ প্রাপ্ত; গ) সাঁটলিপিতে সর্বনিম্ন গতি প্রতি মিনিটে ইংরেজীতে ৭০ শব্দ বাংলায় ৪৫; ঘ) কম্পিউটার মুদ্রাক্ষরে সর্বনিম্ন গতি প্রতি মিনিটে ইংরেজীতে ৩০ শব্দ বাংলায় ২৫; ঙ) কম্পিউটারে ওয়ার্ড প্রসেসিংসহ ই-মেইল ও ফ্যাক্স পরিচালনার দক্ষতা ও অভিজ্ঞতা থাকতে হবে; [327, 281, 564, 361]
sub-item-row [690, 728, 1339, 742]
right-table [689, 12, 1339, 821]
signatory-name: (ডাঃ মাহমুদুল হাসান) [1152, 1096, 1226, 1106]
office-name: সিভিল সার্জনের কার্যালয় [276, 40, 403, 55]
job-serial: ০১। [28, 281, 54, 361]
job-age: অনূর্ধ্ব ৩২ বছর [203, 473, 265, 535]
size-code: (25x4) [701, 1218, 728, 1227]
sub-indent [690, 474, 712, 509]
sub-indent [690, 674, 712, 688]
signatory-committee2: জনবল নিয়োগ কমিটি, ফরিদপুর। [1133, 1186, 1245, 1196]
sub-indent [690, 325, 712, 360]
sms-label: ● User ID জানা থাকলে: [735, 399, 827, 413]
item-number: ১৬ [690, 544, 712, 579]
sub-indent [690, 660, 712, 674]
sub-indent [690, 646, 712, 660]
condition-row [28, 880, 670, 905]
sms-box [734, 252, 1338, 288]
sub-item-letter: জ) [712, 384, 734, 398]
job-post-name: স্টোর কিপার [109, 475, 147, 484]
signatory-role: সদস্য সচিব [1169, 1156, 1209, 1166]
sub-indent [690, 439, 712, 474]
job-count: ১ (এক) [265, 667, 327, 692]
sub-item-row [690, 77, 1339, 112]
condition-row [28, 930, 670, 966]
job-row [28, 281, 670, 361]
job-serial: ০৯। [28, 722, 54, 747]
column-number: ০৬ [564, 269, 670, 281]
sms-label: দ্বিতীয় এসএমএসঃ [735, 289, 827, 324]
sms-cell [734, 413, 1339, 439]
item-row [690, 13, 1339, 37]
job-serial: ০২। [28, 361, 54, 405]
item-text: মৌখিক পরীক্ষার সময় নিম্নোক্ত সনদ/ প্রয়োজনীয় কাগজপত্রের মূল কপি সঙ্গে আনতে হবে। [712, 578, 1339, 592]
sub-indent [712, 398, 734, 414]
sub-item-text: ১ম শ্রেণির গেজেটেড কর্মকর্তা কর্তৃক প্রদত্ত চারিত্রিক সনদপত্র। [734, 646, 1339, 660]
sub-item-row [690, 674, 1339, 688]
item-text: অনলাইনে এ আবেদনপত্র বা নিয়োগ পরীক্ষা সংক্রান্ত যে কোন বিষয়ে নিয়োগকারী কর্তৃপক্ষের সিদ্ধান্তই চূড়ান্ত বলে গণ্য হবে। [712, 755, 1339, 769]
condition-row [28, 794, 670, 808]
sub-indent [690, 288, 712, 325]
sub-item-row [690, 606, 1339, 620]
job-count: ৭ (সাত) [265, 535, 327, 635]
job-grade: গ্রেড -১৪ (১০২০০-২৪৬৮০/-) [82, 374, 175, 383]
condition-row [28, 822, 670, 880]
sub-item-row [690, 687, 1339, 701]
job-post-name: স্বাস্থ্য সহকারী [109, 445, 148, 454]
job-age: অনূর্ধ্ব ৩২ বছর [203, 722, 265, 747]
job-age: অনূর্ধ্ব ৩২ বছর [203, 281, 265, 361]
signature-block [1094, 1054, 1284, 1199]
